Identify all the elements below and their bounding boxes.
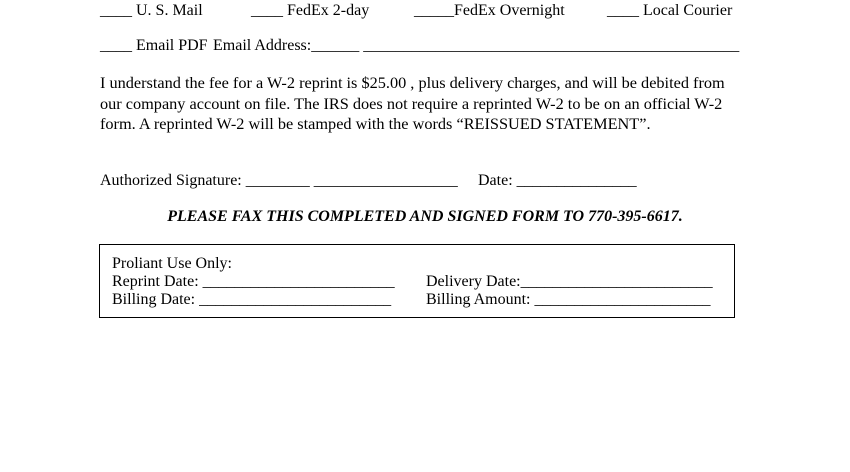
fax-notice: PLEASE FAX THIS COMPLETED AND SIGNED FORM TO 770-395-6617. — [167, 208, 683, 225]
delivery-date-field[interactable]: Delivery Date:________________________ — [426, 273, 713, 290]
fee-statement — [100, 73, 760, 135]
fee-statement-line: form. A reprinted W-2 will be stamped with the words “REISSUED STATEMENT”. — [100, 114, 651, 133]
reprint-date-field[interactable]: Reprint Date: ________________________ — [112, 273, 395, 290]
office-use-box — [99, 244, 735, 318]
email-address-field[interactable]: Email Address:______ _______________________________________________ — [213, 37, 740, 54]
signature-date-field[interactable]: Date: _______________ — [478, 172, 637, 189]
local-courier-option[interactable]: ____ Local Courier — [607, 2, 733, 19]
office-use-heading: Proliant Use Only: — [112, 255, 232, 272]
us-mail-option[interactable]: ____ U. S. Mail — [100, 2, 203, 19]
fedex-overnight-option[interactable]: _____FedEx Overnight — [414, 2, 565, 19]
fedex-2day-option[interactable]: ____ FedEx 2-day — [251, 2, 370, 19]
fee-statement-line: I understand the fee for a W-2 reprint is $25.00 , plus delivery charges, and will be debited from — [100, 73, 725, 92]
billing-date-field[interactable]: Billing Date: ________________________ — [112, 291, 392, 308]
email-pdf-option[interactable]: ____ Email PDF — [100, 37, 208, 54]
authorized-signature-field[interactable]: Authorized Signature: ________ __________________ — [100, 172, 458, 189]
fee-statement-line: our company account on file. The IRS does not require a reprinted W-2 to be on an official W-2 — [100, 93, 723, 113]
billing-amount-field[interactable]: Billing Amount: ______________________ — [426, 291, 711, 308]
